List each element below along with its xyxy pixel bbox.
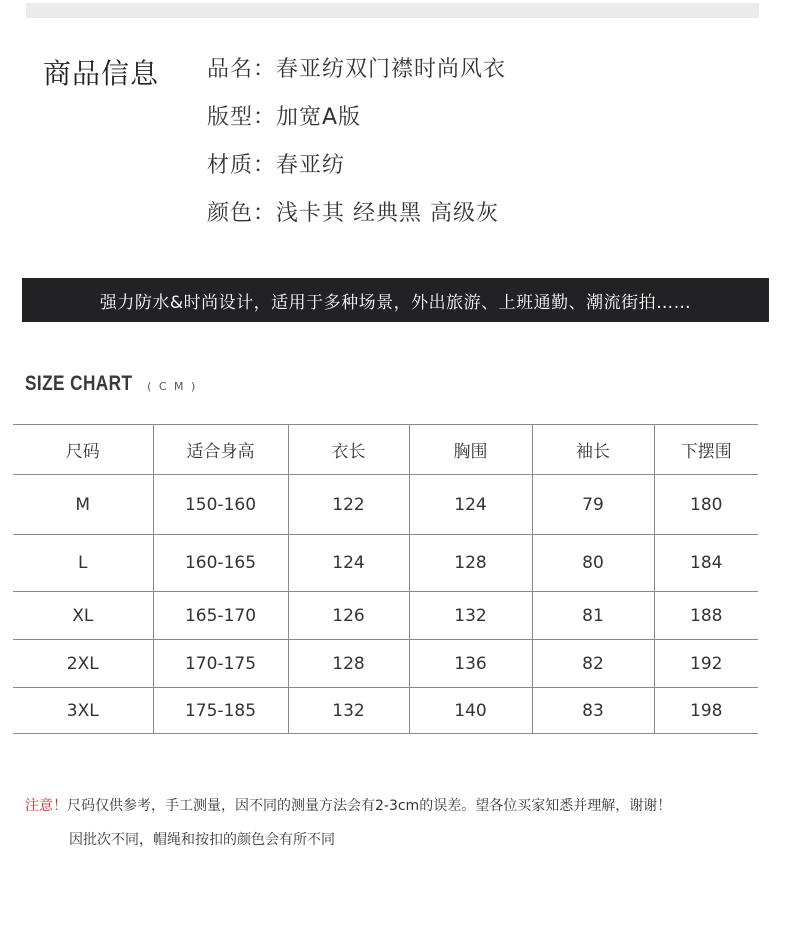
cell-size: L [13, 535, 153, 592]
cell-sleeve: 81 [532, 592, 654, 640]
cell-height: 150-160 [153, 475, 288, 535]
size-chart-table [13, 424, 758, 734]
cell-height: 170-175 [153, 640, 288, 688]
color-variation-note: 因批次不同，帽绳和按扣的颜色会有所不同 [69, 832, 335, 848]
product-name-row: 品名：春亚纺双门襟时尚风衣 [207, 57, 507, 82]
header-size: 尺码 [13, 425, 153, 475]
header-height: 适合身高 [153, 425, 288, 475]
table-row [13, 640, 758, 688]
top-divider-bar [26, 3, 759, 18]
cell-size: 3XL [13, 688, 153, 734]
cell-hem: 188 [654, 592, 758, 640]
cell-hem: 198 [654, 688, 758, 734]
cell-chest: 132 [409, 592, 532, 640]
header-hem: 下摆围 [654, 425, 758, 475]
cell-length: 128 [288, 640, 409, 688]
size-chart-unit: ( C M ) [147, 380, 198, 393]
cell-hem: 192 [654, 640, 758, 688]
cell-sleeve: 79 [532, 475, 654, 535]
table-row [13, 535, 758, 592]
cell-length: 122 [288, 475, 409, 535]
product-material-row: 材质：春亚纺 [207, 153, 346, 178]
header-chest: 胸围 [409, 425, 532, 475]
table-row [13, 688, 758, 734]
table-row [13, 475, 758, 535]
feature-banner [22, 278, 769, 322]
feature-banner-text: 强力防水&时尚设计，适用于多种场景，外出旅游、上班通勤、潮流街拍…… [99, 292, 692, 313]
table-row [13, 592, 758, 640]
cell-sleeve: 80 [532, 535, 654, 592]
header-sleeve: 袖长 [532, 425, 654, 475]
cell-length: 132 [288, 688, 409, 734]
header-length: 衣长 [288, 425, 409, 475]
cell-sleeve: 83 [532, 688, 654, 734]
cell-hem: 180 [654, 475, 758, 535]
cell-chest: 136 [409, 640, 532, 688]
cell-height: 160-165 [153, 535, 288, 592]
product-color-row: 颜色：浅卡其 经典黑 高级灰 [207, 201, 499, 226]
product-info-list [207, 52, 506, 244]
cell-chest: 128 [409, 535, 532, 592]
product-info-heading: 商品信息 [43, 57, 160, 90]
cell-size: 2XL [13, 640, 153, 688]
cell-length: 126 [288, 592, 409, 640]
product-fit-row: 版型：加宽A版 [207, 105, 362, 130]
measurement-note [25, 795, 671, 815]
note-text: 尺码仅供参考，手工测量，因不同的测量方法会有2-3cm的误差。望各位买家知悉并理解，谢谢！ [67, 798, 672, 814]
cell-chest: 124 [409, 475, 532, 535]
cell-sleeve: 82 [532, 640, 654, 688]
size-chart-title [25, 372, 197, 396]
cell-chest: 140 [409, 688, 532, 734]
table-header-row [13, 425, 758, 475]
size-chart-title-text: SIZE CHART [25, 372, 133, 395]
note-label: 注意！ [25, 798, 67, 814]
cell-height: 175-185 [153, 688, 288, 734]
cell-length: 124 [288, 535, 409, 592]
cell-hem: 184 [654, 535, 758, 592]
cell-size: XL [13, 592, 153, 640]
cell-height: 165-170 [153, 592, 288, 640]
cell-size: M [13, 475, 153, 535]
